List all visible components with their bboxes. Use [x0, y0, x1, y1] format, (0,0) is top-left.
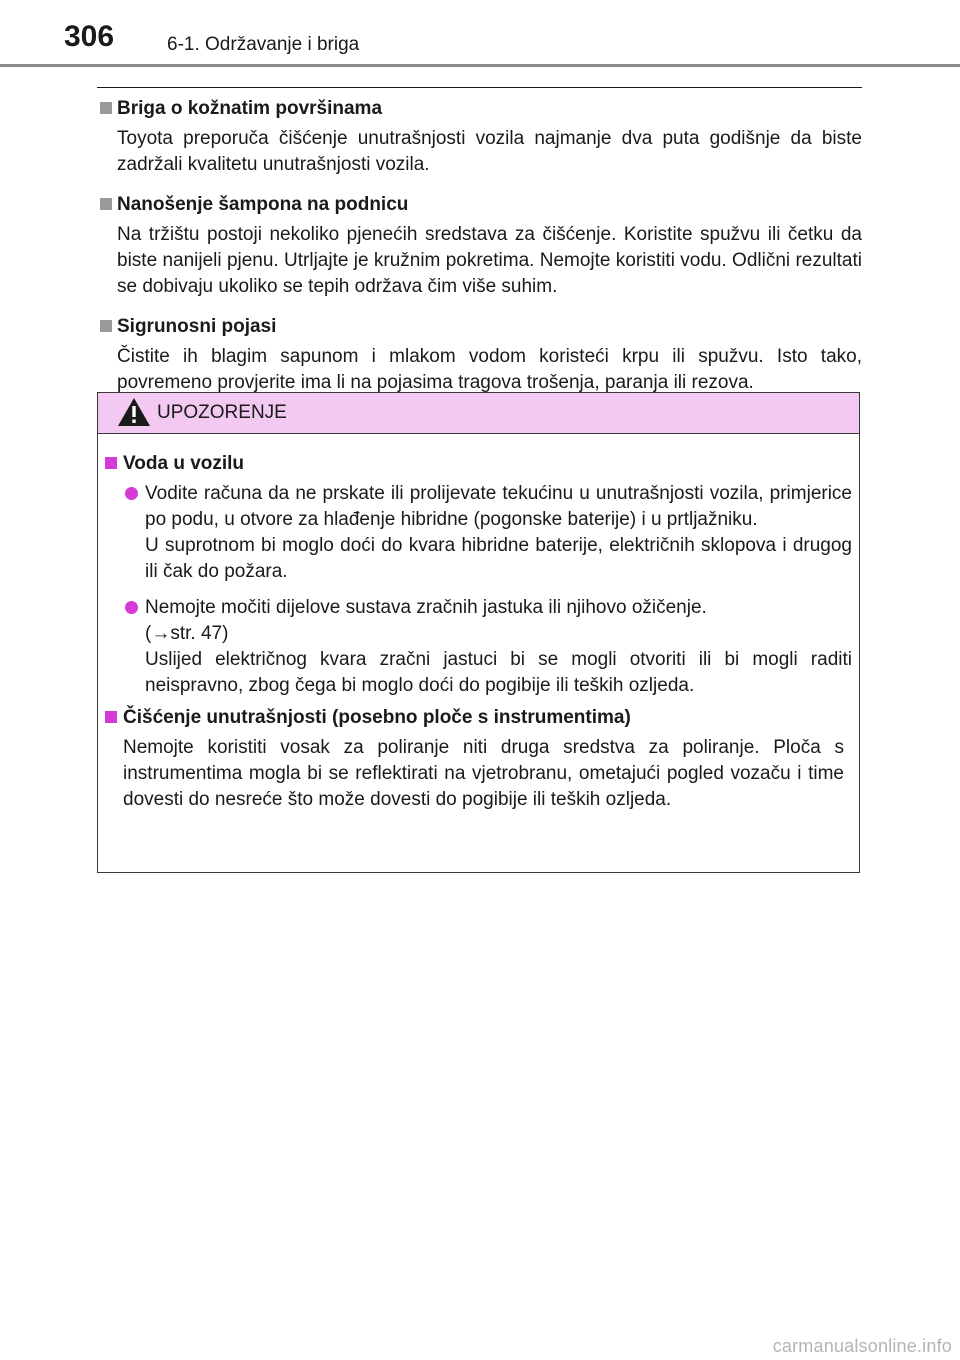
section-body: Čistite ih blagim sapunom i mlakom vodom koristeći krpu ili spužvu. Isto tako, povremeno provjerite ima li na pojasima tragova trošenja, paranja ili rezova. [117, 346, 862, 393]
main-content [97, 96, 862, 410]
content-top-divider [97, 87, 862, 88]
page-header [0, 0, 960, 66]
warning-section-heading-text: Voda u vozilu [123, 453, 245, 474]
section-heading [97, 96, 862, 122]
header-divider [0, 64, 960, 67]
warning-section-water [105, 451, 852, 699]
section-heading [97, 192, 862, 218]
section-heading-text: Nanošenje šampona na podnicu [117, 194, 409, 215]
warning-section-heading-text: Čišćenje unutrašnjosti (posebno ploče s instrumentima) [123, 707, 631, 728]
warning-box [97, 392, 860, 873]
section-heading-text: Briga o kožnatim površinama [117, 98, 383, 119]
square-icon [100, 102, 112, 114]
circle-bullet-icon [125, 601, 138, 614]
warning-section-heading [105, 451, 852, 477]
section-leather-care [97, 96, 862, 178]
circle-bullet-icon [125, 487, 138, 500]
section-carpet-shampoo [97, 192, 862, 300]
chapter-title: 6-1. Održavanje i briga [167, 34, 360, 55]
watermark: carmanualsonline.info [772, 1336, 952, 1356]
square-icon [100, 320, 112, 332]
bullet-text: U suprotnom bi moglo doći do kvara hibridne baterije, električnih sklopova i drugog ili čak do požara. [145, 535, 852, 582]
bullet-text: Uslijed električnog kvara zračni jastuci bi se mogli otvoriti ili bi mogli raditi neispravno, zbog čega bi moglo doći do pogibije ili teških ozljeda. [145, 649, 852, 696]
section-body: Toyota preporuča čišćenje unutrašnjosti vozila najmanje dva puta godišnje da biste zadržali kvalitetu unutrašnjosti vozila. [117, 128, 862, 175]
square-icon [105, 711, 117, 723]
section-body: Na tržištu postoji nekoliko pjenećih sredstava za čišćenje. Koristite spužvu ili četku da biste nanijeli pjenu. Utrljajte je kružnim pokretima. Nemojte koristiti vodu. Odlični rezultati se dobivaju ukoliko se tepih održava čim više suhim. [117, 224, 862, 297]
warning-bullet [105, 481, 852, 585]
section-seat-belts [97, 314, 862, 396]
warning-section-interior-cleaning [105, 705, 852, 813]
warning-title: UPOZORENJE [157, 402, 287, 423]
square-icon [100, 198, 112, 210]
page-reference-link[interactable]: (→str. 47) [145, 623, 229, 644]
warning-triangle-icon [117, 397, 151, 427]
bullet-text: Vodite računa da ne prskate ili prolijevate tekućinu u unutrašnjosti vozila, primjerice po podu, u otvore za hlađenje hibridne (pogonske baterije) i u prtljažniku. [145, 483, 852, 530]
bullet-text: Nemojte močiti dijelove sustava zračnih jastuka ili njihovo ožičenje. [145, 597, 707, 618]
warning-bullet [105, 595, 852, 699]
section-heading [97, 314, 862, 340]
section-heading-text: Sigrunosni pojasi [117, 316, 277, 337]
warning-section-body: Nemojte koristiti vosak za poliranje niti druga sredstva za poliranje. Ploča s instrumentima mogla bi se reflektirati na vjetrobranu, ometajući pogled vozaču i time dovesti do nesreće što može dovesti do pogibije ili teških ozljeda. [123, 737, 844, 810]
square-icon [105, 457, 117, 469]
warning-section-heading [105, 705, 852, 731]
warning-header [98, 393, 859, 434]
page-number: 306 [64, 20, 115, 53]
warning-content [105, 451, 852, 813]
